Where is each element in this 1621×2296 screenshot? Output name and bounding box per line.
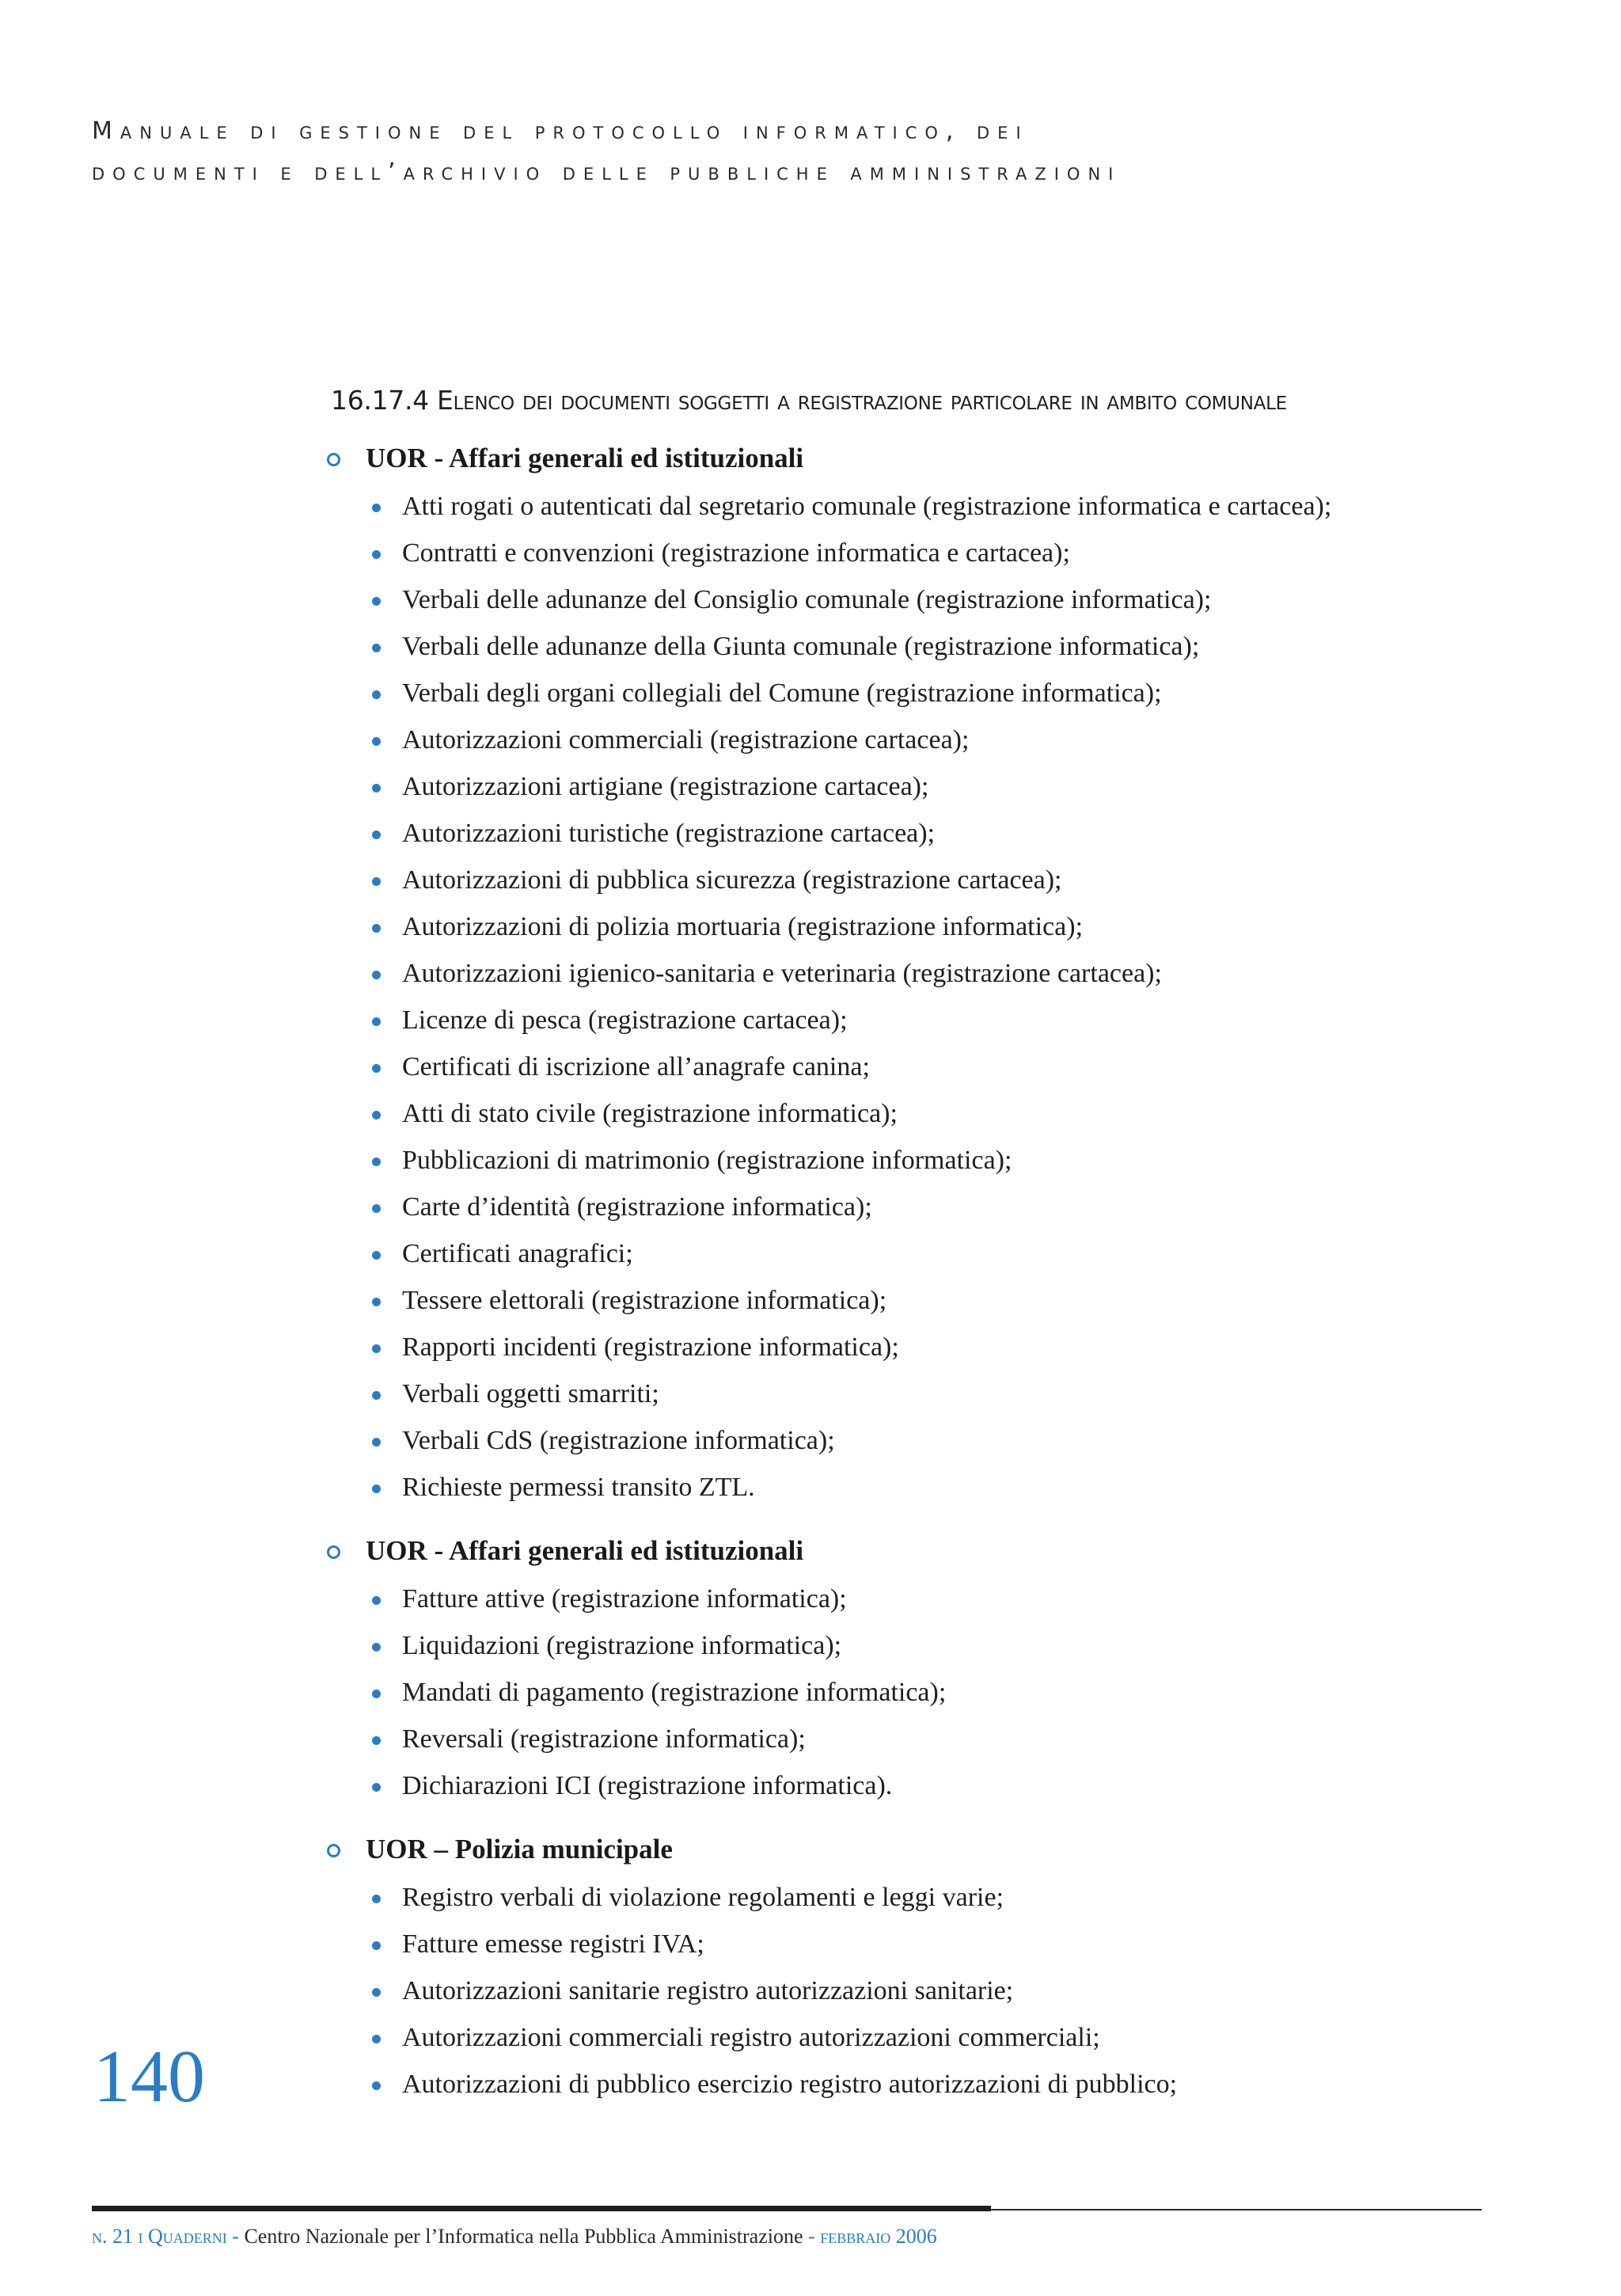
list-item (320, 1137, 1507, 1184)
bullet-dot-icon (372, 1736, 381, 1745)
list-item (320, 997, 1507, 1043)
list-item-text: Atti di stato civile (registrazione informatica); (402, 1099, 898, 1128)
list-item (320, 1277, 1507, 1324)
page-number: 140 (93, 2036, 205, 2118)
bullet-dot-icon (372, 1895, 381, 1903)
list-item-text: Autorizzazioni igienico-sanitaria e veterinaria (registrazione cartacea); (402, 959, 1162, 988)
list-group (320, 434, 1507, 1511)
list-group (320, 1825, 1507, 2108)
bullet-dot-icon (372, 831, 381, 839)
list-item-text: Tessere elettorali (registrazione informatica); (402, 1286, 887, 1315)
bullet-dot-icon (372, 877, 381, 886)
running-header-line-1: Manuale di gestione del protocollo informatico, dei (92, 117, 1029, 145)
bullet-dot-icon (372, 1204, 381, 1213)
bullet-dot-icon (372, 1344, 381, 1353)
list-item (320, 576, 1507, 623)
bullet-dot-icon (372, 2081, 381, 2090)
circle-bullet-icon (327, 1844, 340, 1857)
list-item-text: Fatture attive (registrazione informatica); (402, 1584, 847, 1614)
list-item (320, 1874, 1507, 1921)
bullet-list (320, 1576, 1507, 1809)
list-item-text: Autorizzazioni commerciali registro autorizzazioni commerciali; (402, 2023, 1100, 2052)
list-item (320, 1464, 1507, 1511)
list-item (320, 670, 1507, 717)
bullet-dot-icon (372, 1988, 381, 1997)
bullet-dot-icon (372, 1298, 381, 1306)
list-item (320, 1184, 1507, 1230)
list-item-text: Carte d’identità (registrazione informatica); (402, 1192, 872, 1222)
document-body (320, 434, 1507, 2123)
list-item (320, 1669, 1507, 1716)
list-item (320, 903, 1507, 950)
list-item-text: Fatture emesse registri IVA; (402, 1929, 704, 1959)
group-heading (320, 434, 1507, 483)
list-item (320, 1370, 1507, 1417)
list-item (320, 623, 1507, 670)
list-item-text: Pubblicazioni di matrimonio (registrazione informatica); (402, 1146, 1012, 1175)
bullet-dot-icon (372, 1391, 381, 1400)
list-item (320, 2061, 1507, 2108)
list-item-text: Liquidazioni (registrazione informatica); (402, 1631, 842, 1660)
list-item (320, 1090, 1507, 1137)
list-item-text: Rapporti incidenti (registrazione informatica); (402, 1332, 899, 1362)
bullet-dot-icon (372, 644, 381, 652)
bullet-dot-icon (372, 1111, 381, 1119)
list-item-text: Autorizzazioni artigiane (registrazione cartacea); (402, 772, 929, 801)
list-item-text: Certificati di iscrizione all’anagrafe canina; (402, 1052, 870, 1081)
bullet-dot-icon (372, 1783, 381, 1792)
bullet-dot-icon (372, 1484, 381, 1493)
footer-separator: - (803, 2225, 821, 2248)
list-item (320, 950, 1507, 997)
bullet-dot-icon (372, 1438, 381, 1446)
bullet-dot-icon (372, 504, 381, 512)
list-item (320, 810, 1507, 857)
list-item-text: Verbali oggetti smarriti; (402, 1379, 659, 1408)
bullet-dot-icon (372, 1017, 381, 1026)
list-item-text: Licenze di pesca (registrazione cartacea); (402, 1005, 848, 1035)
list-item-text: Verbali degli organi collegiali del Comune (registrazione informatica); (402, 679, 1162, 708)
group-heading (320, 1526, 1507, 1576)
list-item-text: Autorizzazioni turistiche (registrazione cartacea); (402, 819, 936, 848)
running-header (92, 111, 1517, 193)
list-item (320, 857, 1507, 903)
list-item-text: Autorizzazioni commerciali (registrazione cartacea); (402, 725, 970, 755)
list-item-text: Verbali delle adunanze del Consiglio comunale (registrazione informatica); (402, 585, 1212, 614)
list-item (320, 530, 1507, 576)
list-item (320, 1622, 1507, 1669)
list-item (320, 1762, 1507, 1809)
list-item-text: Autorizzazioni di pubblica sicurezza (registrazione cartacea); (402, 865, 1062, 895)
running-header-line-2: documenti e dell’archivio delle pubbliche amministrazioni (92, 158, 1122, 186)
bullet-dot-icon (372, 1690, 381, 1698)
footer-date: febbraio 2006 (820, 2225, 937, 2248)
list-item-text: Registro verbali di violazione regolamenti e leggi varie; (402, 1883, 1004, 1912)
bullet-list (320, 1874, 1507, 2108)
list-item-text: Dichiarazioni ICI (registrazione informatica). (402, 1771, 893, 1800)
bullet-dot-icon (372, 1251, 381, 1260)
page-footer (92, 2225, 1517, 2248)
list-item-text: Autorizzazioni sanitarie registro autorizzazioni sanitarie; (402, 1976, 1014, 2005)
bullet-dot-icon (372, 784, 381, 793)
list-item (320, 1324, 1507, 1370)
list-item (320, 1576, 1507, 1622)
group-heading-text: UOR - Affari generali ed istituzionali (366, 443, 804, 473)
list-item-text: Autorizzazioni di pubblico esercizio registro autorizzazioni di pubblico; (402, 2070, 1178, 2099)
bullet-dot-icon (372, 971, 381, 979)
bullet-dot-icon (372, 737, 381, 746)
list-item-text: Richieste permessi transito ZTL. (402, 1473, 755, 1502)
list-item (320, 1967, 1507, 2014)
bullet-dot-icon (372, 1158, 381, 1166)
list-item-text: Verbali delle adunanze della Giunta comunale (registrazione informatica); (402, 632, 1200, 661)
list-item-text: Contratti e convenzioni (registrazione informatica e cartacea); (402, 538, 1070, 568)
list-item-text: Reversali (registrazione informatica); (402, 1724, 806, 1754)
list-item (320, 2014, 1507, 2061)
bullet-dot-icon (372, 550, 381, 559)
list-item-text: Certificati anagrafici; (402, 1239, 633, 1268)
list-item-text: Mandati di pagamento (registrazione informatica); (402, 1678, 947, 1707)
footer-separator: - (226, 2225, 245, 2248)
circle-bullet-icon (327, 1545, 340, 1559)
list-item-text: Verbali CdS (registrazione informatica); (402, 1426, 835, 1455)
list-item (320, 1043, 1507, 1090)
list-item (320, 483, 1507, 530)
group-heading (320, 1825, 1507, 1874)
list-item (320, 1230, 1507, 1277)
bullet-dot-icon (372, 1643, 381, 1652)
list-item-text: Autorizzazioni di polizia mortuaria (registrazione informatica); (402, 912, 1084, 941)
list-item (320, 1716, 1507, 1762)
group-heading-text: UOR - Affari generali ed istituzionali (366, 1535, 804, 1566)
list-item (320, 1417, 1507, 1464)
group-heading-text: UOR – Polizia municipale (366, 1834, 673, 1865)
footer-publisher: Centro Nazionale per l’Informatica nella Pubblica Amministrazione (244, 2225, 803, 2248)
list-group (320, 1526, 1507, 1809)
section-title: 16.17.4 Elenco dei documenti soggetti a registrazione particolare in ambito comunale (331, 385, 1287, 416)
bullet-list (320, 483, 1507, 1511)
bullet-dot-icon (372, 1064, 381, 1073)
bullet-dot-icon (372, 1941, 381, 1950)
footer-issue: n. 21 i Quaderni (92, 2225, 227, 2248)
bullet-dot-icon (372, 690, 381, 699)
list-item (320, 717, 1507, 763)
bullet-dot-icon (372, 597, 381, 606)
footer-rule-accent (92, 2206, 991, 2211)
list-item-text: Atti rogati o autenticati dal segretario comunale (registrazione informatica e cartacea); (402, 492, 1332, 521)
bullet-dot-icon (372, 1596, 381, 1605)
bullet-dot-icon (372, 924, 381, 933)
circle-bullet-icon (327, 453, 340, 466)
list-item (320, 1921, 1507, 1967)
list-item (320, 763, 1507, 810)
bullet-dot-icon (372, 2035, 381, 2043)
